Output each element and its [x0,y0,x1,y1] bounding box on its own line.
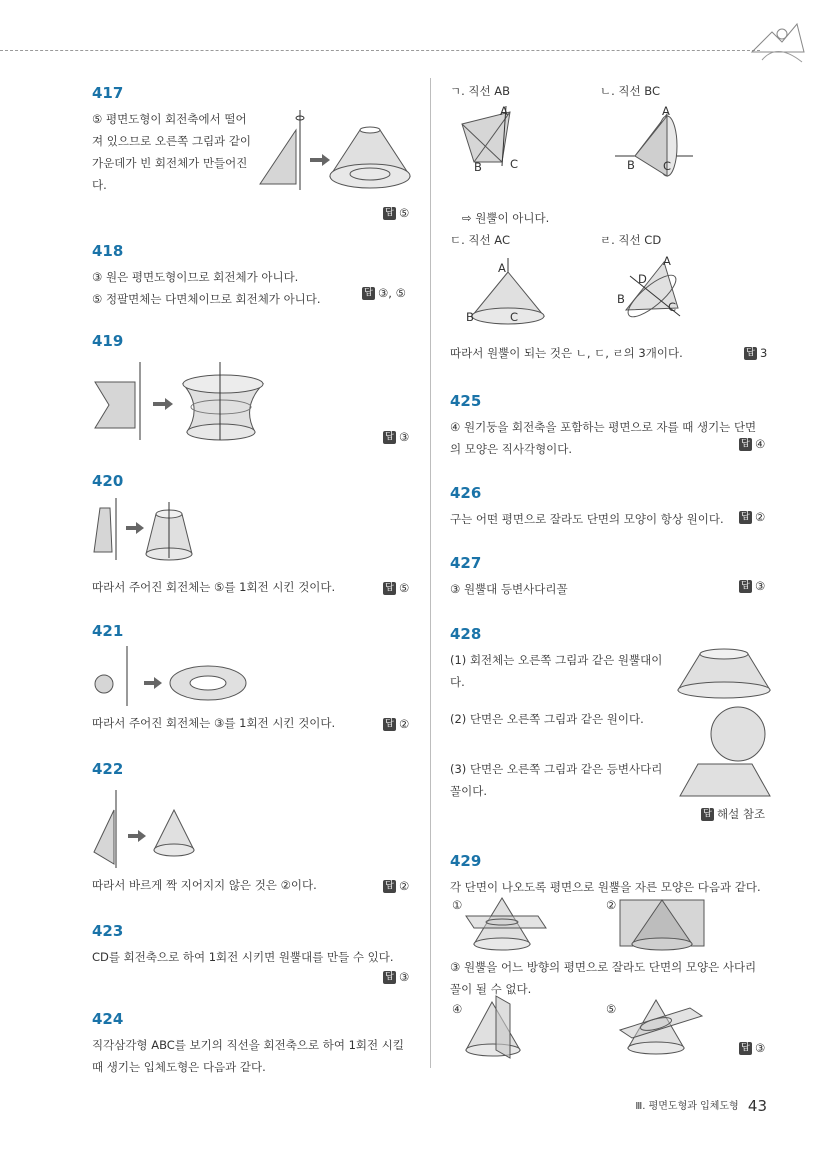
answer-icon: 답 [739,580,752,593]
solution-item: (2) 단면은 오른쪽 그림과 같은 원이다. [450,712,644,726]
not-cone-note: ⇨ 원뿔이 아니다. [462,211,550,225]
page-footer [635,1097,767,1115]
problem-422 [92,760,123,784]
answer-429: 답 ③ [739,1041,765,1055]
figure-419 [95,362,275,442]
answer-icon: 답 [383,718,396,731]
answer-424: 답 3 [744,346,767,360]
corner-decoration [742,12,812,72]
figure-424-bc [615,106,695,186]
problem-425 [450,392,766,460]
problem-421-text [92,712,335,734]
figure-420 [94,498,204,564]
problem-number: 423 [92,922,124,940]
answer-icon: 답 [739,438,752,451]
answer-icon: 답 [362,287,375,300]
figure-417 [260,110,420,200]
solution-text: 따라서 주어진 회전체는 ③를 1회전 시킨 것이다. [92,716,336,730]
answer-428: 답 해설 참조 [701,806,765,822]
solution-line: ⑤ 정팔면체는 다면체이므로 회전체가 아니다. [92,292,321,306]
problem-429-note [450,956,766,1000]
problem-420 [92,472,422,496]
problem-419 [92,332,123,356]
answer-422: 답 ② [383,879,409,893]
answer-420: 답 ⑤ [383,581,409,595]
solution-item: (1) 회전체는 오른쪽 그림과 같은 원뿔대이다. [450,653,663,689]
figure-428-circle [710,706,766,762]
figure-424-cd [620,256,700,326]
problem-421 [92,622,123,646]
problem-423 [92,922,422,968]
choice-mark: ④ [452,1002,463,1016]
answer-419: 답 ③ [383,430,409,444]
caption-line-bc: ㄴ. 직선 BC [600,84,661,98]
conclusion-text: 따라서 원뿔이 되는 것은 ㄴ, ㄷ, ㄹ의 3개이다. [450,346,683,360]
choice-mark: ② [606,898,617,912]
answer-icon: 답 [739,1042,752,1055]
problem-number: 426 [450,484,482,502]
problem-428-item2 [450,708,670,730]
answer-icon: 답 [744,347,757,360]
point-label: D [638,272,647,286]
problem-number: 421 [92,622,124,640]
figure-421 [94,646,244,706]
point-label: C [663,159,672,173]
point-label: A [500,104,508,118]
answer-icon: 답 [739,511,752,524]
answer-icon: 답 [383,880,396,893]
answer-icon: 답 [383,971,396,984]
answer-426: 답 ② [739,510,765,524]
problem-number: 420 [92,472,124,490]
point-label: C [510,310,519,324]
choice-mark: ① [452,898,463,912]
problem-417 [92,84,257,196]
problem-424 [92,1010,414,1078]
problem-422-text [92,874,317,896]
solution-text: 직각삼각형 ABC를 보기의 직선을 회전축으로 하여 1회전 시킬 때 생기는 입체도형은 다음과 같다. [92,1038,404,1074]
answer-icon: 답 [701,808,714,821]
solution-item: (3) 단면은 오른쪽 그림과 같은 등변사다리꼴이다. [450,762,663,798]
problem-428 [450,625,670,693]
point-label: B [617,292,625,306]
solution-text: 따라서 바르게 짝 지어지지 않은 것은 ②이다. [92,878,317,892]
problem-number: 422 [92,760,124,778]
problem-number: 427 [450,554,482,572]
solution-text: ⑤ 평면도형이 회전축에서 떨어져 있으므로 오른쪽 그림과 같이 가운데가 빈 회전체가 만들어진다. [92,112,252,192]
point-label: A [662,104,670,118]
column-divider [430,78,431,1068]
figure-424-ab [462,106,532,176]
caption-line-ac: ㄷ. 직선 AC [450,233,510,247]
figure-429-1 [466,894,546,950]
point-label: B [474,160,482,174]
figure-428-trapezoid [680,764,770,798]
answer-421: 답 ② [383,717,409,731]
point-label: B [466,310,474,324]
problem-number: 419 [92,332,124,350]
caption-line-ab: ㄱ. 직선 AB [450,84,511,98]
answer-417: 답 ⑤ [383,206,409,220]
figure-429-4 [462,996,532,1062]
problem-426 [450,484,750,530]
answer-icon: 답 [383,431,396,444]
solution-text: 각 단면이 나오도록 평면으로 원뿔을 자른 모양은 다음과 같다. [450,880,761,894]
problem-428-item3 [450,758,670,802]
figure-428-frustum [678,646,770,700]
chapter-title: Ⅲ. 평면도형과 입체도형 [635,1101,739,1112]
solution-line: ③ 원은 평면도형이므로 회전체가 아니다. [92,270,299,284]
figure-422 [94,790,224,870]
caption-line-cd: ㄹ. 직선 CD [600,233,662,247]
problem-number: 425 [450,392,482,410]
figure-429-5 [620,996,704,1056]
solution-text: 따라서 주어진 회전체는 ⑤를 1회전 시킨 것이다. [92,580,336,594]
point-label: A [498,261,506,275]
solution-text: ③ 원뿔대 등변사다리꼴 [450,582,568,596]
answer-icon: 답 [383,207,396,220]
point-label: B [627,158,635,172]
solution-text: ④ 원기둥을 회전축을 포함하는 평면으로 자를 때 생기는 단면의 모양은 직사각형이다. [450,420,757,456]
choice-mark: ⑤ [606,1002,617,1016]
figure-429-2 [620,894,706,952]
solution-text: 구는 어떤 평면으로 잘라도 단면의 모양이 항상 원이다. [450,512,724,526]
point-label: A [663,254,671,268]
problem-number: 417 [92,84,124,102]
problem-number: 418 [92,242,124,260]
problem-429 [450,852,766,898]
solution-text: CD를 회전축으로 하여 1회전 시키면 원뿔대를 만들 수 있다. [92,950,394,964]
solution-note: ③ 원뿔을 어느 방향의 평면으로 잘라도 단면의 모양은 사다리꼴이 될 수 없다. [450,960,757,996]
point-label: C [510,157,519,171]
answer-418: 답 ③, ⑤ [362,286,406,300]
problem-number: 424 [92,1010,124,1028]
page-number: 43 [747,1097,767,1115]
problem-420-text [92,576,335,598]
header-dashed-line [0,50,760,51]
answer-425: 답 ④ [739,437,765,451]
point-label: C [668,300,677,314]
answer-423: 답 ③ [383,970,409,984]
answer-icon: 답 [383,582,396,595]
answer-427: 답 ③ [739,579,765,593]
problem-number: 429 [450,852,482,870]
problem-number: 428 [450,625,482,643]
problem-427 [450,554,730,600]
